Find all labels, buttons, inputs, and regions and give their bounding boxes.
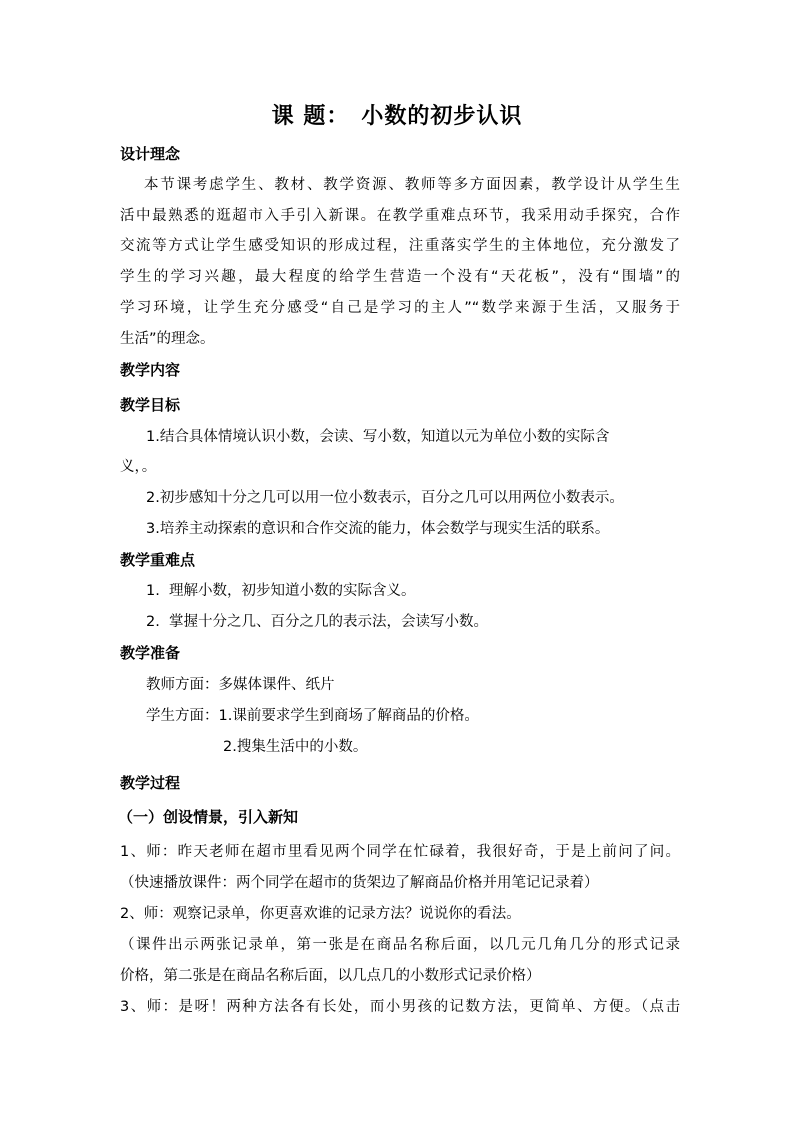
objective-item: 3.培养主动探索的意识和合作交流的能力，体会数学与现实生活的联系。 <box>146 521 610 537</box>
heading-preparation: 教学准备 <box>120 644 181 662</box>
design-idea-line: 学生的学习兴趣，最大程度的给学生营造一个没有“天花板”，没有“围墙”的 <box>120 269 680 285</box>
design-idea-line: 生活”的理念。 <box>120 331 215 347</box>
process-line: （快速播放课件：两个同学在超市的货架边了解商品价格并用笔记记录着） <box>120 875 599 891</box>
design-idea-line: 交流等方式让学生感受知识的形成过程，注重落实学生的主体地位，充分激发了 <box>120 238 680 254</box>
preparation-student-2: 2.搜集生活中的小数。 <box>223 739 368 755</box>
process-line: 2、师：观察记录单，你更喜欢谁的记录方法？说说你的看法。 <box>120 906 521 922</box>
key-point-item: 2. 掌握十分之几、百分之几的表示法，会读写小数。 <box>146 614 489 630</box>
preparation-student: 学生方面：1.课前要求学生到商场了解商品的价格。 <box>146 708 479 724</box>
process-subheading: （一）创设情景，引入新知 <box>118 808 299 826</box>
heading-process: 教学过程 <box>120 774 181 792</box>
objective-item: 2.初步感知十分之几可以用一位小数表示，百分之几可以用两位小数表示。 <box>146 490 624 506</box>
process-line: 1、师：昨天老师在超市里看见两个同学在忙碌着，我很好奇，于是上前问了问。 <box>120 844 680 860</box>
preparation-teacher: 教师方面：多媒体课件、纸片 <box>146 677 335 693</box>
process-line: 价格，第二张是在商品名称后面，以几点几的小数形式记录价格） <box>120 968 541 984</box>
process-line: 3、师：是呀！两种方法各有长处，而小男孩的记数方法，更简单、方便。（点击 <box>120 999 680 1015</box>
objective-item: 义，。 <box>120 459 157 475</box>
key-point-item: 1. 理解小数，初步知道小数的实际含义。 <box>146 583 416 599</box>
process-line: （课件出示两张记录单，第一张是在商品名称后面，以几元几角几分的形式记录 <box>120 937 680 953</box>
heading-key-points: 教学重难点 <box>120 551 196 569</box>
design-idea-line: 学习环境，让学生充分感受“自己是学习的主人”“数学来源于生活，又服务于 <box>120 300 680 316</box>
title-text: 小数的初步认识 <box>361 104 523 129</box>
objective-item: 1.结合具体情境认识小数，会读、写小数，知道以元为单位小数的实际含 <box>146 429 610 445</box>
design-idea-line: 活中最熟悉的逛超市入手引入新课。在教学重难点环节，我采用动手探究，合作 <box>120 208 680 224</box>
page-title <box>0 100 794 134</box>
title-label: 课 题： <box>271 104 350 129</box>
heading-design-idea: 设计理念 <box>120 145 181 163</box>
design-idea-line: 本节课考虑学生、教材、教学资源、教师等多方面因素，教学设计从学生生 <box>144 177 680 193</box>
heading-objectives: 教学目标 <box>120 396 181 414</box>
heading-content: 教学内容 <box>120 361 181 379</box>
